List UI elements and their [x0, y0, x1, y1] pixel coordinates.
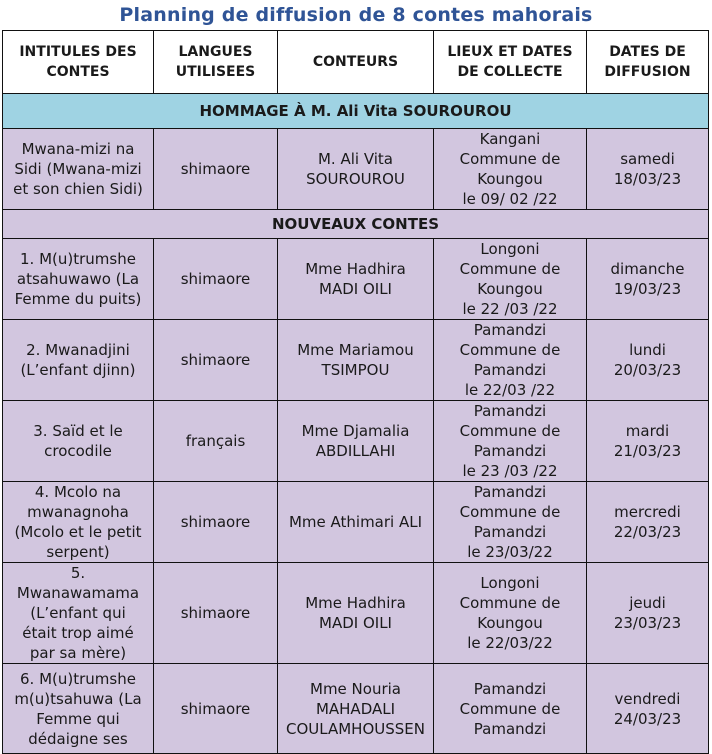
broadcast-date: 20/03/23 — [613, 361, 682, 379]
tale-title-cell — [3, 239, 154, 320]
tale-title-cell-line: 6. M(u)trumshe — [20, 669, 136, 688]
tale-title-cell-line: (L’enfant qui — [30, 604, 126, 622]
tale-title-cell-line: atsahuwawo (La — [16, 270, 140, 288]
table-row — [3, 563, 709, 664]
tale-title-cell-line: dédaigne ses — [28, 729, 128, 748]
collection-place-date-cell — [434, 129, 587, 210]
tale-title-cell-line: 5. — [70, 564, 86, 582]
tale-title-cell-line: crocodile — [44, 442, 112, 460]
collection-place-date-cell-line: Commune de — [459, 260, 561, 278]
broadcast-date-cell — [587, 664, 709, 754]
collection-place-date-cell-line: Pamandzi — [473, 523, 547, 541]
header-lieux: LIEUX ET DATES DE COLLECTE — [434, 31, 587, 94]
tale-title-cell-line: 3. Saïd et le — [33, 422, 123, 440]
broadcast-date: 24/03/23 — [613, 709, 682, 728]
storyteller-cell — [278, 320, 434, 401]
collection-place-date-cell-line: Commune de — [459, 699, 561, 718]
broadcast-date: 19/03/23 — [613, 280, 682, 298]
tale-title-cell — [3, 401, 154, 482]
collection-place-date-cell-line: Commune de — [459, 422, 561, 440]
collection-place-date-cell — [434, 239, 587, 320]
collection-place-date-cell — [434, 401, 587, 482]
tale-title-cell-line: était trop aimé — [22, 624, 134, 642]
collection-place-date-cell-line: le 22/03/22 — [467, 634, 553, 652]
language-cell: shimaore — [154, 664, 278, 754]
broadcast-weekday: samedi — [620, 150, 675, 168]
language-cell: shimaore — [154, 482, 278, 563]
collection-place-date-cell-line: Pamandzi — [473, 483, 547, 501]
broadcast-schedule-table — [2, 30, 709, 754]
storyteller-cell — [278, 239, 434, 320]
tale-title-cell — [3, 320, 154, 401]
collection-place-date-cell — [434, 563, 587, 664]
tale-title-cell-line: (Mcolo et le petit — [14, 523, 142, 541]
storyteller-cell — [278, 664, 434, 754]
broadcast-weekday: mercredi — [614, 503, 681, 521]
storyteller-cell-line: MAHADALI — [315, 699, 396, 718]
tale-title-cell-line: par sa mère) — [29, 644, 127, 662]
tale-title-cell-line: Femme qui — [36, 709, 120, 728]
tale-title-cell-line: 1. M(u)trumshe — [20, 250, 136, 268]
table-row — [3, 239, 709, 320]
tale-title-cell-line: serpent) — [46, 543, 110, 561]
storyteller-cell — [278, 129, 434, 210]
collection-place-date-cell-line: Commune de — [459, 341, 561, 359]
collection-place-date-cell-line: Longoni — [480, 240, 540, 258]
section-row-hommage — [3, 94, 709, 129]
storyteller-cell — [278, 401, 434, 482]
storyteller-cell-line: Mme Athimari ALI — [288, 513, 423, 531]
storyteller-cell-line: MADI OILI — [319, 280, 392, 298]
collection-place-date-cell-line: Pamandzi — [473, 321, 547, 339]
table-row — [3, 129, 709, 210]
collection-place-date-cell-line: le 22/03 /22 — [464, 381, 556, 399]
tale-title-cell-line: et son chien Sidi) — [13, 180, 143, 198]
collection-place-date-cell-line: Kangani — [479, 130, 541, 148]
broadcast-weekday: jeudi — [629, 594, 666, 612]
collection-place-date-cell-line: le 23/03/22 — [467, 543, 553, 561]
broadcast-date-cell — [587, 482, 709, 563]
storyteller-cell-line: SOUROUROU — [306, 170, 405, 188]
tale-title-cell-line: Sidi (Mwana-mizi — [14, 160, 142, 178]
broadcast-date: 23/03/23 — [613, 614, 682, 632]
storyteller-cell — [278, 482, 434, 563]
language-cell: shimaore — [154, 239, 278, 320]
language-cell: français — [154, 401, 278, 482]
storyteller-cell-line: Mme Mariamou — [297, 341, 414, 359]
storyteller-cell-line: M. Ali Vita — [317, 150, 393, 168]
header-conteurs: CONTEURS — [278, 31, 434, 94]
broadcast-date-cell — [587, 129, 709, 210]
broadcast-date-cell — [587, 239, 709, 320]
header-intitules: INTITULES DES CONTES — [3, 31, 154, 94]
tale-title-cell — [3, 563, 154, 664]
section-row-nouveaux — [3, 210, 709, 239]
broadcast-weekday: mardi — [625, 422, 670, 440]
collection-place-date-cell-line: le 22 /03 /22 — [462, 300, 558, 318]
storyteller-cell — [278, 563, 434, 664]
collection-place-date-cell-line: Koungou — [477, 614, 543, 632]
tale-title-cell-line: 4. Mcolo na — [34, 483, 122, 501]
tale-title-cell-line: Mwanawamama — [16, 584, 140, 602]
storyteller-cell-line: Mme Nouria — [310, 679, 401, 698]
broadcast-date: 22/03/23 — [613, 523, 682, 541]
broadcast-date-cell — [587, 563, 709, 664]
section-hommage: HOMMAGE À M. Ali Vita SOUROUROU — [3, 94, 709, 129]
tale-title-cell-line: (L’enfant djinn) — [20, 361, 136, 379]
table-row — [3, 320, 709, 401]
table-row — [3, 482, 709, 563]
collection-place-date-cell-line: le 09/ 02 /22 — [462, 190, 558, 208]
language-cell: shimaore — [154, 563, 278, 664]
table-row — [3, 401, 709, 482]
collection-place-date-cell-line: le 23 /03 /22 — [462, 462, 558, 480]
collection-place-date-cell-line: Pamandzi — [473, 679, 547, 698]
storyteller-cell-line: ABDILLAHI — [315, 442, 396, 460]
page-title: Planning de diffusion de 8 contes mahorais — [119, 4, 593, 26]
collection-place-date-cell-line: Pamandzi — [473, 361, 547, 379]
storyteller-cell-line: COULAMHOUSSEN — [286, 719, 425, 738]
collection-place-date-cell-line: Koungou — [477, 170, 543, 188]
broadcast-weekday: vendredi — [614, 689, 681, 708]
tale-title-cell — [3, 482, 154, 563]
collection-place-date-cell-line: Pamandzi — [473, 442, 547, 460]
broadcast-date: 18/03/23 — [613, 170, 682, 188]
tale-title-cell-line: Mwana-mizi na — [21, 140, 135, 158]
broadcast-date-cell — [587, 401, 709, 482]
language-cell: shimaore — [154, 129, 278, 210]
collection-place-date-cell-line: Pamandzi — [473, 402, 547, 420]
tale-title-cell-line: m(u)tsahuwa (La — [14, 689, 142, 708]
language-cell: shimaore — [154, 320, 278, 401]
storyteller-cell-line: Mme Hadhira — [305, 594, 406, 612]
tale-title-cell — [3, 664, 154, 754]
collection-place-date-cell — [434, 664, 587, 754]
table-row — [3, 664, 709, 754]
header-dates: DATES DE DIFFUSION — [587, 31, 709, 94]
broadcast-date-cell — [587, 320, 709, 401]
tale-title-cell-line: 2. Mwanadjini — [26, 341, 130, 359]
collection-place-date-cell-line: Longoni — [480, 574, 540, 592]
collection-place-date-cell-line: Koungou — [477, 280, 543, 298]
tale-title-cell — [3, 129, 154, 210]
collection-place-date-cell-line: Commune de — [459, 594, 561, 612]
storyteller-cell-line: Mme Djamalia — [301, 422, 410, 440]
collection-place-date-cell-line: Pamandzi — [473, 719, 547, 738]
collection-place-date-cell — [434, 320, 587, 401]
collection-place-date-cell-line: Commune de — [459, 150, 561, 168]
section-nouveaux: NOUVEAUX CONTES — [3, 210, 709, 239]
storyteller-cell-line: TSIMPOU — [321, 361, 390, 379]
collection-place-date-cell — [434, 482, 587, 563]
broadcast-weekday: lundi — [629, 341, 666, 359]
header-langues: LANGUES UTILISEES — [154, 31, 278, 94]
storyteller-cell-line: Mme Hadhira — [305, 260, 406, 278]
storyteller-cell-line: MADI OILI — [319, 614, 392, 632]
broadcast-date: 21/03/23 — [613, 442, 682, 460]
tale-title-cell-line: Femme du puits) — [14, 290, 142, 308]
collection-place-date-cell-line: Commune de — [459, 503, 561, 521]
tale-title-cell-line: mwanagnoha — [27, 503, 129, 521]
header-row — [3, 31, 709, 94]
broadcast-weekday: dimanche — [610, 260, 685, 278]
